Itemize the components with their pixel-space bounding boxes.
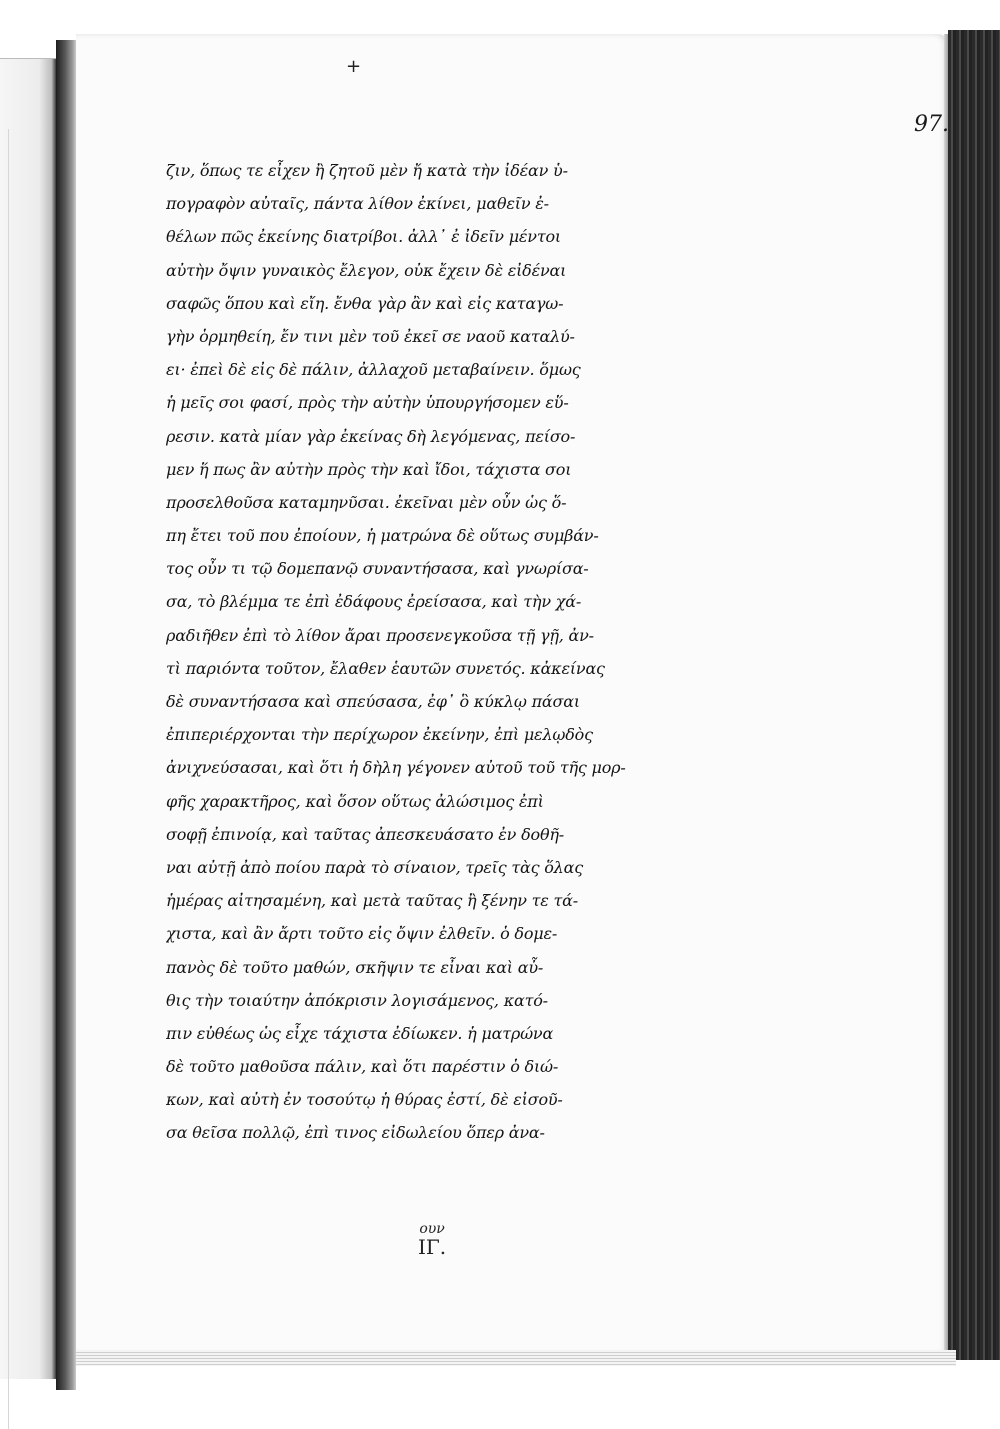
text-line: ἐπιπεριέρχονται τὴν περίχωρον ἐκείνην, ἐπὶ μελῳδὸς [166, 725, 593, 745]
scan-bottom-margin [76, 1366, 956, 1409]
folio-number: 97. [914, 112, 949, 137]
text-line: δὲ συναντήσασα καὶ σπεύσασα, ἐφ᾽ ὃ κύκλῳ πάσαι [166, 692, 580, 711]
text-line: τος οὖν τι τῷ δομεπανῷ συναντήσασα, καὶ γνωρίσα- [166, 559, 589, 579]
text-line: χιστα, καὶ ἂν ἄρτι τοῦτο εἰς ὄψιν ἐλθεῖν. ὁ δομε- [166, 924, 558, 944]
text-line: πανὸς δὲ τοῦτο μαθών, σκῆψιν τε εἶναι καὶ αὖ- [166, 957, 544, 977]
text-line: ζιν, ὅπως τε εἶχεν ἢ ζητοῦ μὲν ἤ κατὰ τὴν ἰδέαν ὑ- [166, 161, 568, 180]
manuscript-text-block [166, 154, 666, 1150]
text-line: δὲ τοῦτο μαθοῦσα πάλιν, καὶ ὅτι παρέστιν ὁ διώ- [166, 1057, 559, 1077]
book-gutter [56, 40, 78, 1390]
text-line: σα θεῖσα πολλῷ, ἐπὶ τινος εἰδωλείου ὅπερ ἀνα- [166, 1123, 545, 1143]
text-line: ναι αὐτῇ ἀπὸ ποίου παρὰ τὸ σίναιον, τρεῖς τὰς ὅλας [166, 857, 583, 877]
text-line: φῆς χαρακτῆρος, καὶ ὅσον οὕτως ἀλώσιμος ἐπὶ [166, 791, 544, 811]
text-line: ἡμέρας αἰτησαμένη, καὶ μετὰ ταῦτας ἢ ξένην τε τά- [166, 891, 578, 911]
text-line: πιν εὐθέως ὡς εἶχε τάχιστα ἐδίωκεν. ἡ ματρώνα [166, 1023, 554, 1043]
facing-page-edge [0, 58, 56, 1379]
text-line: θις τὴν τοιαύτην ἀπόκρισιν λογισάμενος, κατό- [166, 990, 548, 1010]
catchword-mark: ουν [419, 1221, 445, 1237]
book-binding-edge [948, 30, 1000, 1360]
text-line: μεν ἥ πως ἂν αὐτὴν πρὸς τὴν καὶ ἴδοι, τάχιστα σοι [166, 459, 572, 479]
text-line: κων, καὶ αὐτὴ ἐν τοσούτῳ ἡ θύρας ἐστί, δὲ εἰσοῦ- [166, 1090, 563, 1110]
text-line: ραδιῆθεν ἐπὶ τὸ λίθον ἄραι προσενεγκοῦσα τῇ γῇ, ἀν- [166, 625, 594, 645]
plus-mark: + [346, 56, 362, 77]
catchword [418, 1222, 446, 1258]
text-line: τὶ παριόντα τοῦτον, ἔλαθεν ἑαυτῶν συνετός. κἀκείνας [166, 658, 605, 678]
text-line: πογραφὸν αὐταῖς, πάντα λίθον ἐκίνει, μαθεῖν ἐ- [166, 194, 549, 214]
text-line: ει· ἐπεὶ δὲ εἰς δὲ πάλιν, ἀλλαχοῦ μεταβαίνειν. ὅμως [166, 360, 581, 380]
text-line: ρεσιν. κατὰ μίαν γὰρ ἐκείνας δὴ λεγόμενας, πείσο- [166, 426, 576, 446]
text-line: ἀνιχνεύσασαι, καὶ ὅτι ἡ δὴλη γέγονεν αὐτοῦ τοῦ τῆς μορ- [166, 758, 626, 778]
text-line: σοφῇ ἐπινοίᾳ, καὶ ταῦτας ἀπεσκευάσατο ἐν δοθῆ- [166, 824, 564, 844]
text-line: αὐτὴν ὄψιν γυναικὸς ἔλεγον, οὐκ ἔχειν δὲ εἰδέναι [166, 260, 567, 280]
text-line: σα, τὸ βλέμμα τε ἐπὶ ἐδάφους ἐρείσασα, καὶ τὴν χά- [166, 592, 582, 612]
text-line: θέλων πῶς ἐκείνης διατρίβοι. ἀλλ᾽ ἐ ἰδεῖν μέντοι [166, 227, 561, 247]
facing-page-rule [8, 129, 53, 1429]
text-line: σαφῶς ὅπου καὶ εἴη. ἔνθα γὰρ ἂν καὶ εἰς καταγω- [166, 293, 564, 313]
text-line: γὴν ὁρμηθείη, ἔν τινι μὲν τοῦ ἐκεῖ σε ναοῦ καταλύ- [166, 326, 575, 346]
text-line: προσελθοῦσα καταμηνῦσαι. ἐκεῖναι μὲν οὖν ὡς ὅ- [166, 492, 567, 512]
text-line: πη ἔτει τοῦ που ἐποίουν, ἡ ματρώνα δὲ οὕτως συμβάν- [166, 526, 599, 546]
text-line: ἡ μεῖς σοι φασί, πρὸς τὴν αὐτὴν ὑπουργήσομεν εὕ- [166, 393, 569, 413]
quire-signature: ΙΓ. [418, 1235, 447, 1259]
